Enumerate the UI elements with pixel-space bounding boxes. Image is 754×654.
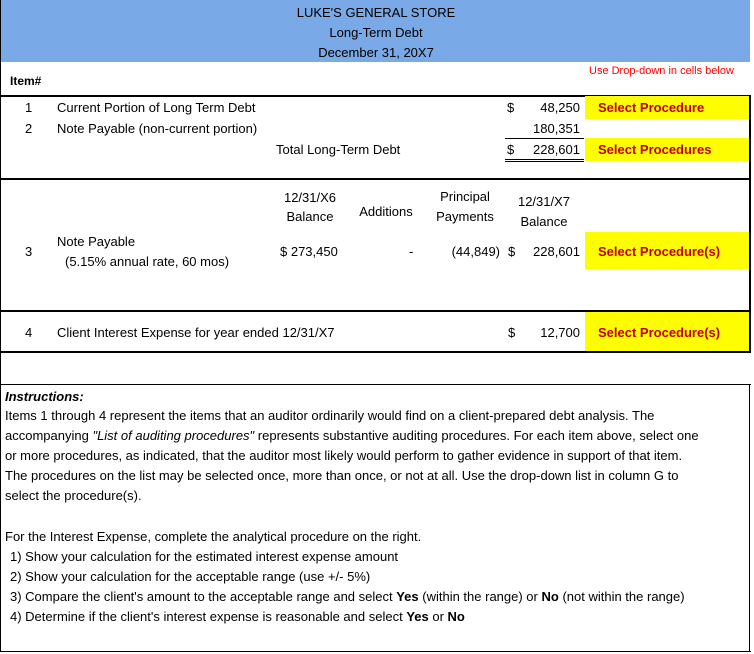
- store-name: LUKE'S GENERAL STORE: [296, 5, 456, 20]
- item-column-label: Item#: [10, 74, 42, 88]
- step4-no: No: [447, 609, 465, 624]
- rule-instructions-top: [0, 384, 751, 385]
- row1-dollar: $: [507, 100, 515, 115]
- row3-payments: (44,849): [451, 244, 500, 259]
- instructions-line4: The procedures on the list may be selected once, more than once, or not at all. Use the drop-down list in column G to: [5, 468, 679, 483]
- step3-b: (within the range) or: [418, 589, 542, 604]
- interest-step-4: [10, 607, 754, 627]
- row4-dollar: $: [508, 325, 516, 340]
- instructions-line2-a: accompanying: [5, 428, 93, 443]
- interest-step-1: 1) Show your calculation for the estimated interest expense amount: [10, 549, 399, 564]
- row4-select-label[interactable]: Select Procedure(s): [598, 325, 721, 340]
- step3-a: 3) Compare the client's amount to the acceptable range and select: [10, 589, 397, 604]
- left-border: [0, 0, 1, 652]
- row3-dollar: $: [508, 244, 516, 259]
- row2-description: Note Payable (non-current portion): [57, 121, 258, 136]
- row1-amount: 48,250: [540, 100, 580, 115]
- col-additions-label: Additions: [359, 204, 413, 219]
- instructions-line5: select the procedure(s).: [5, 488, 142, 503]
- row3-rate: (5.15% annual rate, 60 mos): [65, 254, 230, 269]
- rule-interest-bottom: [0, 351, 751, 353]
- row3-description: Note Payable: [57, 234, 136, 249]
- instructions-line2-b: represents substantive auditing procedures. For each item above, select one: [254, 428, 699, 443]
- step3-c: (not within the range): [558, 589, 685, 604]
- instructions-line3: or more procedures, as indicated, that the auditor most likely would perform to gather evidence in support of that item.: [5, 448, 683, 463]
- row3-additions: -: [409, 244, 414, 259]
- report-date: December 31, 20X7: [318, 45, 434, 60]
- col-beginning-date: 12/31/X6: [283, 190, 337, 205]
- step4-or: or: [428, 609, 448, 624]
- row4-number: 4: [25, 325, 33, 340]
- row3-beginning-balance: $ 273,450: [280, 244, 338, 259]
- step4-a: 4) Determine if the client's interest expense is reasonable and select: [10, 609, 407, 624]
- row4-description: Client Interest Expense for year ended 12/31/X7: [57, 325, 335, 340]
- row3-number: 3: [25, 244, 33, 259]
- interest-step-3: [10, 587, 754, 607]
- col-payments-line2: Payments: [436, 209, 494, 224]
- row2-amount: 180,351: [533, 121, 580, 136]
- col-ending-date: 12/31/X7: [517, 194, 571, 209]
- rule-instructions-bottom: [0, 651, 751, 652]
- total-amount: 228,601: [533, 142, 580, 157]
- total-dollar: $: [507, 142, 515, 157]
- instructions-line2: [5, 426, 749, 446]
- step4-yes: Yes: [406, 609, 429, 624]
- row1-number: 1: [25, 100, 33, 115]
- total-double-underline-1: [505, 159, 584, 160]
- procedures-list-reference: "List of auditing procedures": [92, 428, 255, 443]
- row3-select-label[interactable]: Select Procedure(s): [598, 244, 721, 259]
- interest-step-2: 2) Show your calculation for the acceptable range (use +/- 5%): [10, 569, 371, 584]
- right-border-table: [749, 95, 751, 353]
- rule-rollforward: [0, 178, 751, 180]
- row1-description: Current Portion of Long Term Debt: [57, 100, 256, 115]
- step3-no: No: [541, 589, 559, 604]
- row2-number: 2: [25, 121, 33, 136]
- row3-ending-balance: 228,601: [533, 244, 580, 259]
- instructions-title: Instructions:: [5, 389, 84, 404]
- instructions-line1: Items 1 through 4 represent the items that an auditor ordinarily would find on a client-prepared debt analysis. The: [5, 408, 655, 423]
- col-beginning-label: Balance: [286, 209, 334, 224]
- total-label: Total Long-Term Debt: [276, 142, 401, 157]
- col-ending-label: Balance: [520, 214, 568, 229]
- row4-amount: 12,700: [540, 325, 580, 340]
- col-payments-line1: Principal: [440, 189, 490, 204]
- row1-select-label[interactable]: Select Procedure: [598, 100, 705, 115]
- total-underline-top: [505, 138, 584, 139]
- step3-yes: Yes: [396, 589, 419, 604]
- interest-instructions-intro: For the Interest Expense, complete the analytical procedure on the right.: [5, 529, 422, 544]
- report-subtitle: Long-Term Debt: [329, 25, 423, 40]
- total-select-label[interactable]: Select Procedures: [598, 142, 712, 157]
- dropdown-note: Use Drop-down in cells below: [589, 65, 734, 77]
- total-double-underline-2: [505, 161, 584, 162]
